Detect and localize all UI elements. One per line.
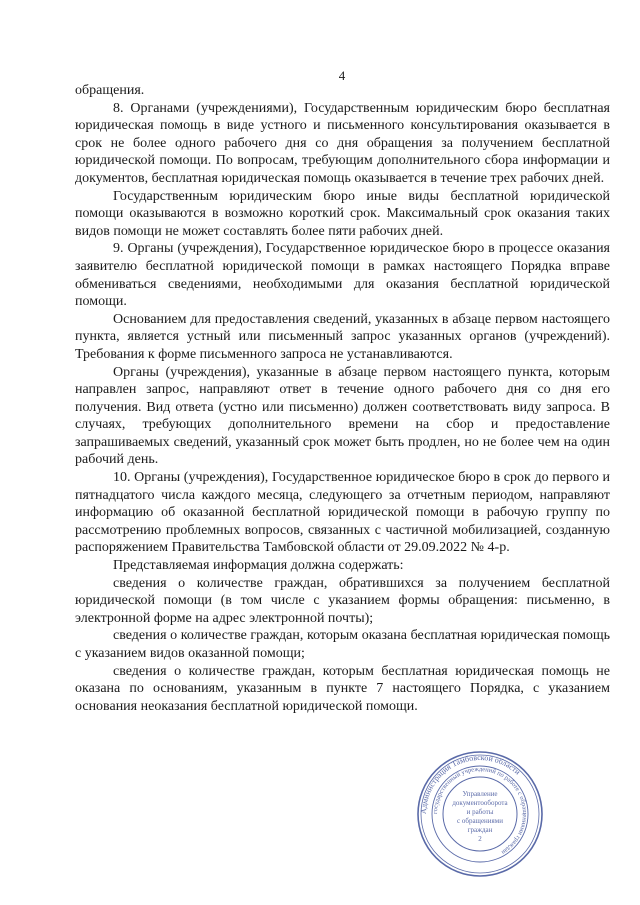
paragraph-item-10: 10. Органы (учреждения), Государственное юридическое бюро в срок до первого и пятнадцатого числа каждого месяца, следующего за отчетным периодом, направляют информацию об оказанной бесплатной юридической помощи в рабочую группу по рассмотрению проблемных вопросов, связанных с частичной мобилизацией, созданную распоряжением Правительства Тамбовской области от 29.09.2022 № 4-р. (75, 470, 610, 556)
seal-center-line-6: 2 (478, 835, 482, 843)
paragraph-item-8-other-help: Государственным юридическим бюро иные виды бесплатной юридической помощи оказываются в возможно короткий срок. Максимальный срок оказания таких видов помощи не может составлять более пяти рабочих дней. (75, 188, 610, 239)
seal-center-line-4: с обращениями (457, 817, 503, 825)
paragraph-item-9-response: Органы (учреждения), указанные в абзаце первом настоящего пункта, которым направлен запрос, направляют ответ в течение одного рабочего дня со дня его получения. Вид ответа (устно или письменно) должен соответствовать виду запроса. В случаях, требующих дополнительного времени на сбор и предоставление запрашиваемых сведений, указанный срок может быть продлен, но не более чем на один рабочий день. (75, 364, 610, 468)
seal-center-line-1: Управление (462, 790, 498, 798)
paragraph-item-9: 9. Органы (учреждения), Государственное юридическое бюро в процессе оказания заявителю бесплатной юридической помощи в рамках настоящего Порядка вправе обмениваться сведениями, необходимыми для оказания бесплатной юридической помощи. (75, 241, 610, 310)
paragraph-info-provided: сведения о количестве граждан, которым оказана бесплатная юридическая помощь с указанием видов оказанной помощи; (75, 628, 610, 661)
paragraph-continuation: обращения. (75, 83, 145, 98)
seal-outer-ring-text: Администрация Тамбовской области (418, 752, 523, 815)
official-seal-stamp (416, 750, 544, 878)
paragraph-info-applicants: сведения о количестве граждан, обратившихся за получением бесплатной юридической помощи (в том числе с указанием формы обращения: письменно, в электронной форме на адрес электронной почты); (75, 575, 610, 626)
page-number: 4 (338, 68, 346, 83)
paragraph-info-not-provided: сведения о количестве граждан, которым бесплатная юридическая помощь не оказана по основаниям, указанным в пункте 7 настоящего Порядка, с указанием основания неоказания бесплатной юридической помощи. (75, 663, 610, 714)
paragraph-item-8: 8. Органами (учреждениями), Государственным юридическим бюро бесплатная юридическая помощь в виде устного и письменного консультирования оказывается в срок не более одного рабочего дня со дня обращения за получением бесплатной юридической помощи. По вопросам, требующим дополнительного сбора информации и документов, бесплатная юридическая помощь оказывается в течение трех рабочих дней. (75, 100, 610, 186)
seal-center-line-3: и работы (466, 808, 494, 816)
seal-graphic (416, 750, 544, 878)
paragraph-item-9-basis: Основанием для предоставления сведений, указанных в абзаце первом настоящего пункта, является устный или письменный запрос указанных органов (учреждений). Требования к форме письменного запроса не устанавливаются. (75, 311, 610, 362)
seal-center-line-2: документооборота (452, 799, 508, 807)
document-body (75, 82, 610, 715)
seal-center-line-5: граждан (467, 826, 493, 834)
seal-inner-ring-text: государственный учреждений по работе с обращениями граждан (431, 765, 529, 856)
paragraph-info-content: Представляемая информация должна содержать: (113, 558, 404, 574)
